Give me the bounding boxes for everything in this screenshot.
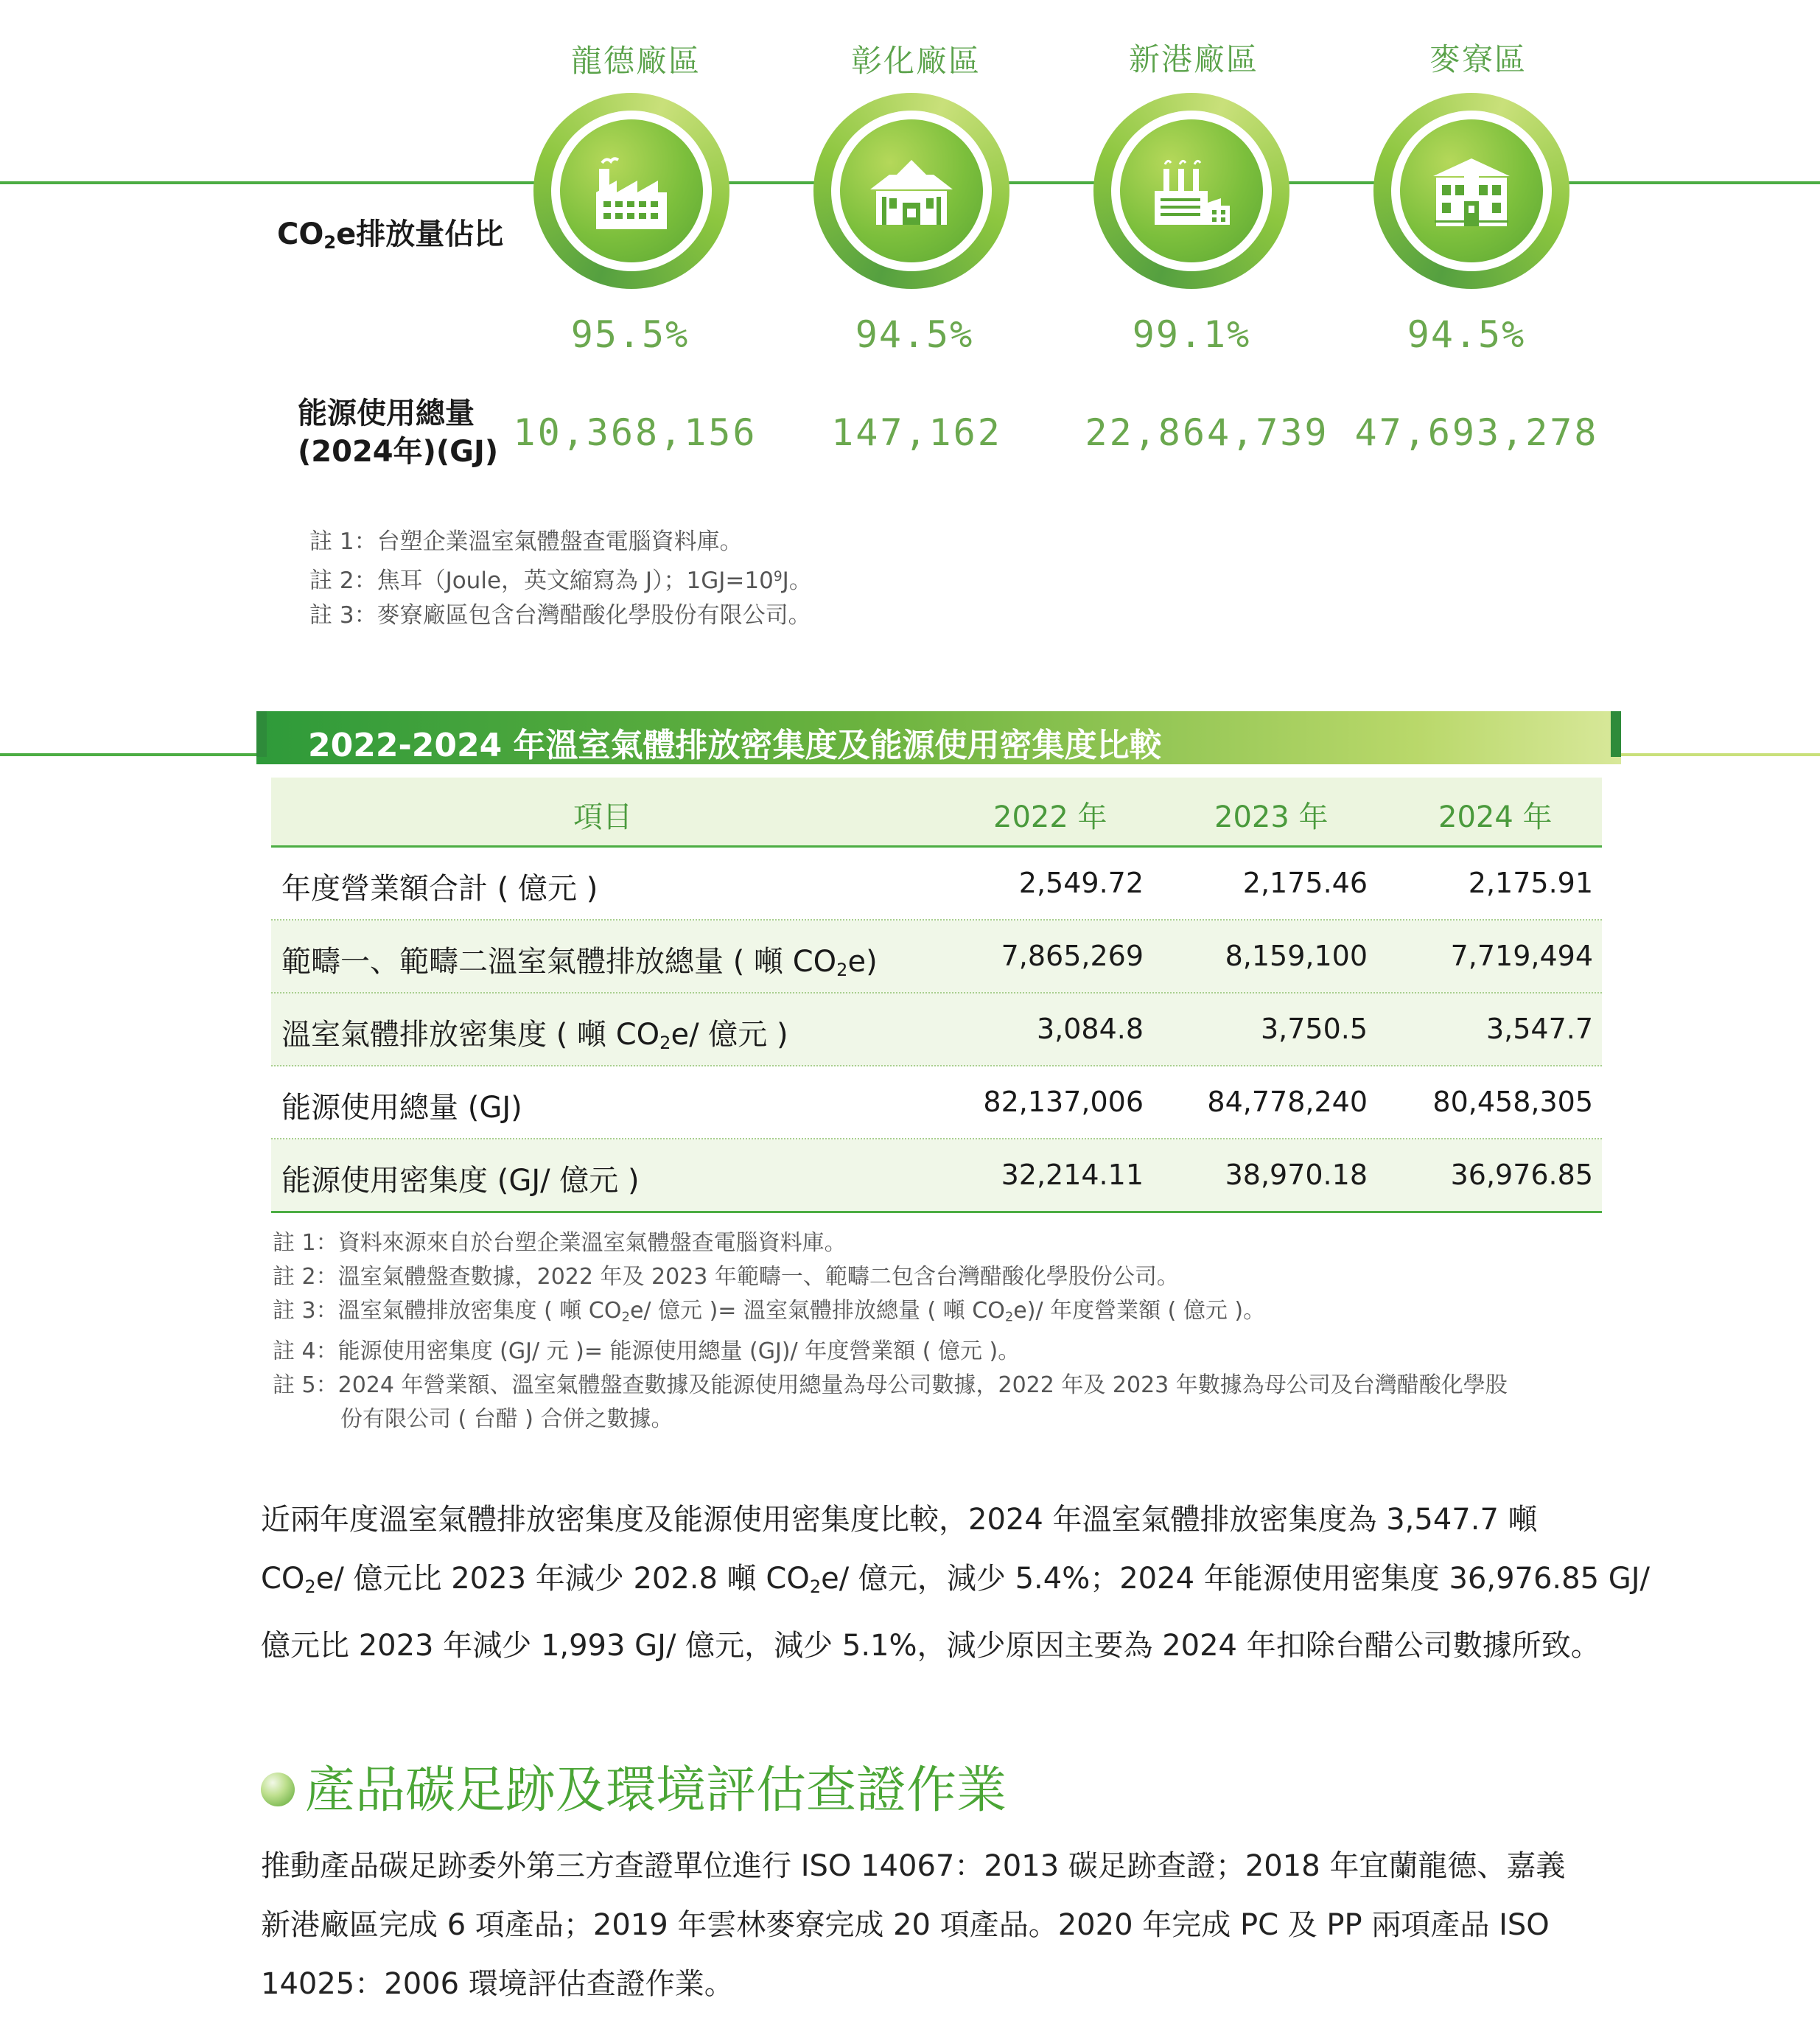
row-label: 年度營業額合計 ( 億元 ): [281, 872, 598, 906]
section-bullet-icon: [261, 1773, 295, 1806]
energy-total-value: 147,162: [831, 411, 1002, 454]
row-label: 溫室氣體排放密集度 ( 噸 $CO_2e/$ 億元 ): [281, 1018, 788, 1053]
paragraph-line: 新港廠區完成 6 項產品；2019 年雲林麥寮完成 20 項產品。2020 年完成 PC 及 PP 兩項產品 ISO: [261, 1908, 1550, 1942]
note-line: 註 4：能源使用密集度 (GJ/ 元 )= 能源使用總量 (GJ)/ 年度營業額 ( 億元 )。: [273, 1338, 1021, 1364]
row-label: 能源使用密集度 (GJ/ 億元 ): [281, 1164, 640, 1198]
paragraph-line: 推動產品碳足跡委外第三方查證單位進行 ISO 14067：2013 碳足跡查證；2018 年宜蘭龍德、嘉義: [261, 1849, 1566, 1883]
note-line: 份有限公司 ( 台醋 ) 合併之數據。: [340, 1405, 673, 1432]
value-2024: 2,175.91: [1468, 867, 1593, 899]
table-row: [271, 993, 1602, 1066]
value-2022: 3,084.8: [1036, 1013, 1144, 1045]
value-2023: 84,778,240: [1207, 1086, 1368, 1118]
column-header: 2023 年: [1214, 800, 1329, 834]
top-notes: [309, 525, 812, 633]
co2-percentage: 99.1%: [1132, 313, 1251, 356]
paragraph-line: 億元比 2023 年減少 1,993 GJ/ 億元，減少 5.1%，減少原因主要為 2024 年扣除台醋公司數據所致。: [261, 1629, 1600, 1663]
plant-name: 新港廠區: [1128, 41, 1259, 77]
value-2023: 38,970.18: [1225, 1159, 1368, 1191]
value-2022: 2,549.72: [1018, 867, 1144, 899]
note-line: 註 2：溫室氣體盤查數據，2022 年及 2023 年範疇一、範疇二包含台灣醋酸化學股份公司。: [273, 1264, 1179, 1290]
plant-name: 龍德廠區: [570, 43, 701, 79]
section-title: 產品碳足跡及環境評估查證作業: [305, 1761, 1007, 1820]
note-line: 註 2：焦耳（Joule，英文縮寫為 J）；$1GJ=10^9J$。: [309, 568, 812, 595]
column-header: 2024 年: [1438, 800, 1553, 834]
plant-ring: [813, 93, 1009, 289]
co2-percentage: 95.5%: [570, 313, 690, 356]
plant-ring: [1093, 93, 1289, 289]
value-2024: 36,976.85: [1450, 1159, 1593, 1191]
note-line: 註 1：資料來源來自於台塑企業溫室氣體盤查電腦資料庫。: [273, 1230, 847, 1256]
factory-icon: [587, 147, 676, 235]
energy-total-value: 22,864,739: [1085, 411, 1329, 454]
banner-edge: [1611, 711, 1621, 757]
co2-share-label: $CO_2e$排放量佔比: [277, 217, 504, 253]
table-notes: [273, 1226, 1628, 1436]
plant-ring: [1373, 93, 1569, 289]
energy-total-value: 10,368,156: [513, 411, 757, 454]
value-2023: 3,750.5: [1260, 1013, 1368, 1045]
value-2023: 2,175.46: [1242, 867, 1368, 899]
table-row: [271, 921, 1602, 993]
intensity-summary-paragraph: [261, 1490, 1651, 1675]
value-2024: 7,719,494: [1450, 940, 1593, 972]
plant-ring: [533, 93, 729, 289]
table-row: [271, 848, 1602, 921]
row-label: 範疇一、範疇二溫室氣體排放總量 ( 噸 $CO_2e$): [281, 945, 878, 980]
value-2024: 3,547.7: [1485, 1013, 1593, 1045]
note-line: 註 3：麥寮廠區包含台灣醋酸化學股份有限公司。: [309, 602, 811, 629]
column-header: 2022 年: [993, 800, 1107, 834]
connector-line: [1620, 753, 1820, 756]
co2-percentage: 94.5%: [1407, 313, 1526, 356]
column-header: 項目: [573, 800, 632, 834]
paragraph-line: $CO_2e/$ 億元比 2023 年減少 202.8 噸 $CO_2e/$ 億元，減少 5.4%；2024 年能源使用密集度 36,976.85 GJ/: [261, 1562, 1651, 1597]
banner-edge: [256, 711, 267, 757]
house-icon: [867, 147, 956, 235]
paragraph-line: 近兩年度溫室氣體排放密集度及能源使用密集度比較，2024 年溫室氣體排放密集度為 3,547.7 噸: [261, 1503, 1538, 1537]
energy-total-label: 能源使用總量 (2024年)(GJ): [298, 397, 499, 469]
note-line: 註 3：溫室氣體排放密集度 ( 噸 $CO_2e/$ 億元 )= 溫室氣體排放總量 ( 噸 $CO_2e)/$ 年度營業額 ( 億元 )。: [273, 1298, 1266, 1325]
table-title: 2022-2024 年溫室氣體排放密集度及能源使用密集度比較: [308, 727, 1162, 764]
energy-total-value: 47,693,278: [1354, 411, 1599, 454]
comparison-table: [271, 778, 1602, 1213]
table-row: [271, 1139, 1602, 1213]
plant-name: 彰化廠區: [850, 43, 981, 79]
connector-line: [0, 753, 265, 756]
co2-percentage: 94.5%: [855, 313, 974, 356]
value-2022: 82,137,006: [983, 1086, 1144, 1118]
table-row: [271, 1066, 1602, 1139]
plant-name: 麥寮區: [1429, 41, 1527, 77]
value-2023: 8,159,100: [1225, 940, 1368, 972]
paragraph-line: 14025：2006 環境評估查證作業。: [261, 1967, 734, 2001]
note-line: 註 5：2024 年營業額、溫室氣體盤查數據及能源使用總量為母公司數據，2022 年及 2023 年數據為母公司及台灣醋酸化學股: [273, 1372, 1508, 1398]
industrial-plant-icon: [1147, 147, 1236, 235]
table-header: [271, 778, 1602, 848]
value-2024: 80,458,305: [1432, 1086, 1593, 1118]
row-label: 能源使用總量 (GJ): [281, 1091, 522, 1125]
value-2022: 7,865,269: [1001, 940, 1144, 972]
carbon-footprint-paragraph: [261, 1837, 1617, 2014]
building-icon: [1427, 147, 1516, 235]
value-2022: 32,214.11: [1001, 1159, 1144, 1191]
note-line: 註 1：台塑企業溫室氣體盤查電腦資料庫。: [309, 528, 743, 555]
